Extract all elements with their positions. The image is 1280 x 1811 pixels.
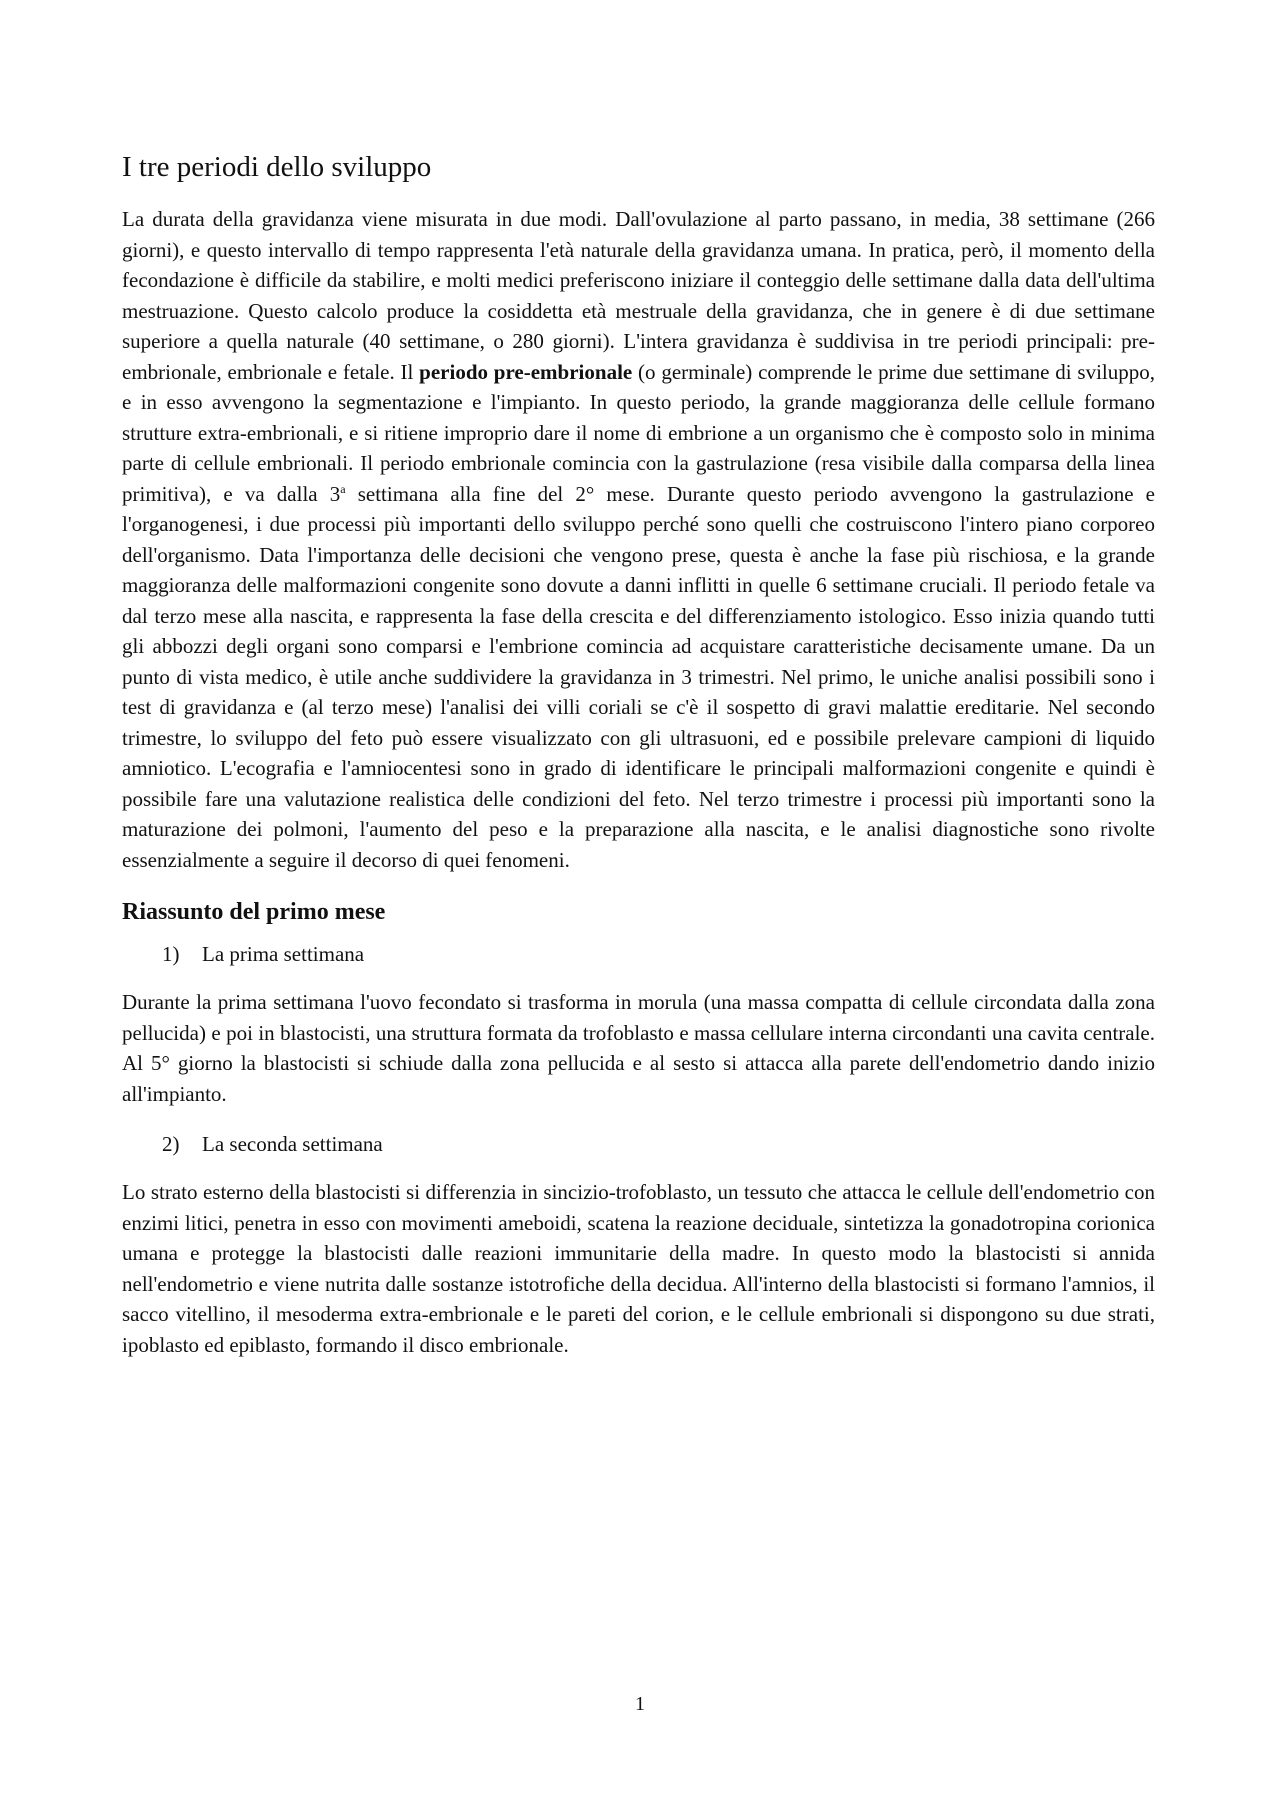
list-item-heading (122, 1129, 1155, 1159)
page-title: I tre periodi dello sviluppo (122, 151, 432, 183)
intro-paragraph (122, 204, 1155, 875)
list-item-paragraph: Lo strato esterno della blastocisti si differenzia in sincizio-trofoblasto, un tessuto che attacca le cellule dell'endometrio con enzimi litici, penetra in esso con movimenti ameboidi, scatena la reazione deciduale, sintetizza la gonadotropina corionica umana e protegge la blastocisti dalle reazioni immunitarie della madre. In questo modo la blastocisti si annida nell'endometrio e viene nutrita dalle sostanze istotrofiche della decidua. All'interno della blastocisti si formano l'amnios, il sacco vitellino, il mesoderma extra-embrionale e le pareti del corion, e le cellule embrionali si dispongono su due strati, ipoblasto ed epiblasto, formando il disco embrionale. (122, 1180, 1155, 1357)
ordinal-superscript: a (340, 481, 346, 496)
intro-text-1: La durata della gravidanza viene misurata in due modi. Dall'ovulazione al parto passano, in media, 38 settimane (266 giorni), e questo intervallo di tempo rappresenta l'età naturale della gravidanza umana. In pratica, però, il momento della fecondazione è difficile da stabilire, e molti medici preferiscono iniziare il conteggio delle settimane dalla data dell'ultima mestruazione. Questo calcolo produce la cosiddetta età mestruale della gravidanza, che in genere è di due settimane superiore a quella naturale (40 settimane, o 280 giorni). L'intera gravidanza è suddivisa in tre periodi principali: pre-embrionale, embrionale e fetale. Il (122, 207, 1155, 384)
list-item-paragraph: Durante la prima settimana l'uovo fecondato si trasforma in morula (una massa compatta di cellule circondata dalla zona pellucida) e poi in blastocisti, una struttura formata da trofoblasto e massa cellulare interna circondanti una cavita centrale. Al 5° giorno la blastocisti si schiude dalla zona pellucida e al sesto si attacca alla parete dell'endometrio dando inizio all'impianto. (122, 990, 1155, 1106)
document-page (122, 150, 1155, 1360)
intro-bold-term: periodo pre-embrionale (419, 359, 633, 384)
page-number: 1 (635, 1693, 645, 1715)
list-item-label: La seconda settimana (202, 1132, 383, 1156)
list-item-label: La prima settimana (202, 942, 365, 966)
list-item-number: 1) (162, 942, 180, 966)
section-title: Riassunto del primo mese (122, 899, 386, 925)
intro-text-3: settimana alla fine del 2° mese. Durante questo periodo avvengono la gastrulazione e l'organogenesi, i due processi più importanti dello sviluppo perché sono quelli che costruiscono l'intero piano corporeo dell'organismo. Data l'importanza delle decisioni che vengono prese, questa è anche la fase più rischiosa, e la grande maggioranza delle malformazioni congenite sono dovute a danni inflitti in quelle 6 settimane cruciali. Il periodo fetale va dal terzo mese alla nascita, e rappresenta la fase della crescita e del differenziamento istologico. Esso inizia quando tutti gli abbozzi degli organi sono comparsi e l'embrione comincia ad acquistare caratteristiche decisamente umane. Da un punto di vista medico, è utile anche suddividere la gravidanza in 3 trimestri. Nel primo, le uniche analisi possibili sono i test di gravidanza e (al terzo mese) l'analisi dei villi coriali se c'è il sospetto di gravi malattie ereditarie. Nel secondo trimestre, lo sviluppo del feto può essere visualizzato con gli ultrasuoni, ed e possibile prelevare campioni di liquido amniotico. L'ecografia e l'amniocentesi sono in grado di identificare le principali malformazioni congenite e quindi è possibile fare una valutazione realistica delle condizioni del feto. Nel terzo trimestre i processi più importanti sono la maturazione dei polmoni, l'aumento del peso e la preparazione alla nascita, e le analisi diagnostiche sono rivolte essenzialmente a seguire il decorso di quei fenomeni. (122, 481, 1155, 872)
list-item-heading (122, 939, 1155, 969)
list-item-number: 2) (162, 1132, 180, 1156)
intro-text-2: (o germinale) comprende le prime due settimane di sviluppo, e in esso avvengono la segmentazione e l'impianto. In questo periodo, la grande maggioranza delle cellule formano strutture extra-embrionali, e si ritiene improprio dare il nome di embrione a un organismo che è composto solo in minima parte di cellule embrionali. Il periodo embrionale comincia con la gastrulazione (resa visibile dalla comparsa della linea primitiva), e va dalla 3 (122, 359, 1155, 506)
